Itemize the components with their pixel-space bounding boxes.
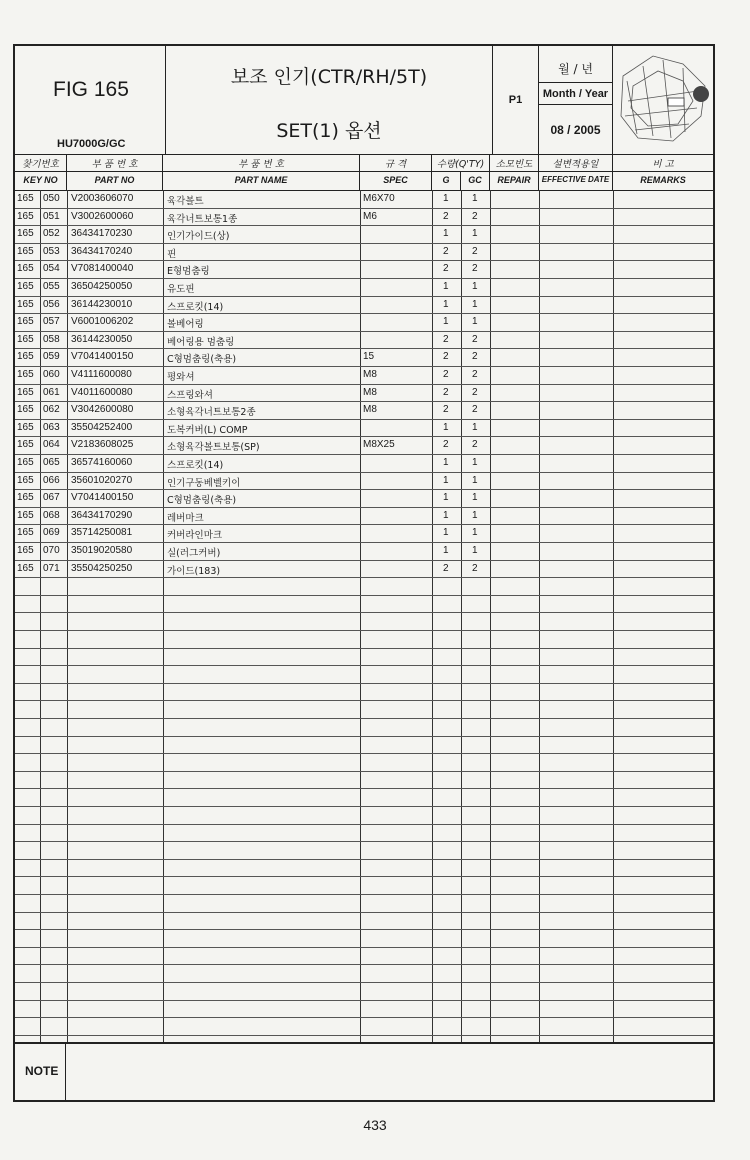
cell-gc: 1 — [472, 492, 478, 504]
cell-name: 소형육각볼트보통(SP) — [167, 442, 260, 454]
machine-illustration — [613, 46, 713, 154]
cell-g: 2 — [443, 369, 449, 380]
cell-name: 볼베어링 — [167, 319, 204, 331]
cell-name: 유도핀 — [167, 284, 195, 295]
cell-part: V4011600080 — [71, 386, 133, 398]
cell-key: 068 — [43, 509, 60, 521]
cell-key: 058 — [43, 333, 60, 345]
row-rule — [15, 683, 713, 684]
row-rule — [15, 612, 713, 613]
cell-name: 스프로킷(14) — [167, 460, 224, 471]
table-row — [15, 260, 713, 278]
parts-list-sheet — [13, 44, 715, 1102]
table-row — [15, 208, 713, 226]
note-section — [15, 1042, 713, 1102]
cell-name: 커버라인마크 — [167, 530, 223, 542]
cell-part: 36574160060 — [71, 457, 133, 468]
cell-spec: M8 — [363, 404, 377, 416]
table-row — [15, 401, 713, 419]
cell-fig: 165 — [17, 474, 34, 486]
cell-fig: 165 — [17, 281, 34, 292]
cell-g: 1 — [443, 193, 449, 204]
cell-name: 레버마크 — [167, 512, 204, 524]
table-row — [15, 419, 713, 437]
cell-key: 050 — [43, 193, 60, 204]
row-rule — [15, 1035, 713, 1036]
title-cell — [166, 46, 493, 154]
cell-fig: 165 — [17, 351, 34, 363]
cell-spec: M8X25 — [363, 439, 395, 451]
cell-part: 35504252400 — [71, 421, 133, 433]
page-label: P1 — [508, 94, 523, 106]
cell-spec: M6 — [363, 210, 377, 222]
cell-key: 069 — [43, 527, 60, 539]
cell-fig: 165 — [17, 527, 34, 539]
cell-g: 2 — [443, 245, 449, 257]
cell-g: 2 — [443, 210, 449, 222]
cell-gc: 2 — [472, 439, 478, 451]
cell-name: 핀 — [167, 248, 177, 260]
date-value: 08 / 2005 — [550, 123, 601, 137]
cell-fig: 165 — [17, 298, 34, 310]
title-line-2: SET(1) 옵션 — [276, 120, 382, 142]
cell-name: 소형육각너트보통2종 — [167, 407, 256, 419]
col-qty: 수량(Q'TY) G GC — [432, 154, 490, 190]
cell-spec: 15 — [363, 351, 375, 363]
cell-name: 실(러그커버) — [167, 548, 221, 559]
cell-part: V7041400150 — [71, 492, 134, 504]
cell-part: V2183608025 — [71, 439, 134, 451]
cell-key: 052 — [43, 228, 60, 240]
table-row — [15, 542, 713, 560]
table-row — [15, 190, 713, 208]
cell-fig: 165 — [17, 562, 34, 574]
row-rule — [15, 806, 713, 807]
cell-spec: M6X70 — [363, 193, 395, 204]
cell-fig: 165 — [17, 404, 34, 416]
cell-g: 1 — [443, 457, 449, 468]
cell-name: 가이드(183) — [167, 565, 221, 577]
cell-gc: 2 — [472, 404, 478, 416]
table-row — [15, 507, 713, 525]
figure-number: FIG 165 — [53, 78, 129, 101]
date-divider — [539, 104, 612, 105]
row-rule — [15, 1017, 713, 1018]
cell-g: 1 — [443, 492, 449, 504]
cell-name: C형멈춤링(축용) — [167, 354, 237, 366]
cell-part: 36434170290 — [71, 509, 133, 521]
cell-gc: 2 — [472, 369, 478, 380]
harvester-icon — [613, 46, 713, 154]
cell-fig: 165 — [17, 492, 34, 504]
table-row — [15, 296, 713, 314]
cell-gc: 1 — [472, 509, 478, 521]
cell-gc: 1 — [472, 316, 478, 328]
cell-key: 071 — [43, 562, 60, 574]
row-rule — [15, 630, 713, 631]
row-rule — [15, 982, 713, 983]
cell-gc: 1 — [472, 457, 478, 468]
cell-key: 057 — [43, 316, 60, 328]
date-label-kr: 월 / 년 — [558, 62, 593, 76]
row-rule — [15, 700, 713, 701]
cell-gc: 1 — [472, 527, 478, 539]
column-header — [15, 154, 713, 191]
cell-name: E형멈춤링 — [167, 266, 210, 278]
cell-g: 1 — [443, 421, 449, 433]
cell-fig: 165 — [17, 193, 34, 204]
cell-fig: 165 — [17, 386, 34, 398]
cell-part: 36144230050 — [71, 333, 133, 345]
row-rule — [15, 788, 713, 789]
row-rule — [15, 1000, 713, 1001]
cell-part: 35714250081 — [71, 527, 133, 539]
cell-key: 070 — [43, 545, 60, 556]
row-rule — [15, 841, 713, 842]
cell-fig: 165 — [17, 421, 34, 433]
row-rule — [15, 912, 713, 913]
cell-key: 060 — [43, 369, 60, 380]
row-rule — [15, 753, 713, 754]
cell-part: 35504250250 — [71, 562, 133, 574]
cell-gc: 1 — [472, 421, 478, 433]
table-row — [15, 243, 713, 261]
cell-gc: 2 — [472, 245, 478, 257]
model-name: HU7000G/GC — [57, 138, 126, 150]
cell-fig: 165 — [17, 263, 34, 275]
page-cell — [493, 46, 539, 154]
table-row — [15, 489, 713, 507]
col-effective-date: 설변적용일 EFFECTIVE DATE — [539, 154, 613, 190]
cell-name: 도복커버(L) COMP — [167, 424, 248, 436]
figure-cell — [15, 46, 166, 154]
cell-fig: 165 — [17, 210, 34, 222]
cell-g: 1 — [443, 545, 449, 556]
row-rule — [15, 964, 713, 965]
col-spec: 규 격 SPEC — [360, 154, 432, 190]
cell-g: 2 — [443, 404, 449, 416]
date-label-en: Month / Year — [542, 88, 609, 100]
cell-fig: 165 — [17, 245, 34, 257]
cell-part: V3042600080 — [71, 404, 134, 416]
cell-key: 066 — [43, 474, 60, 486]
row-rule — [15, 894, 713, 895]
cell-part: 36504250050 — [71, 281, 133, 292]
cell-part: V7081400040 — [71, 263, 134, 275]
cell-g: 1 — [443, 316, 449, 328]
col-part-no: 부 품 번 호 PART NO — [67, 154, 163, 190]
cell-g: 2 — [443, 351, 449, 363]
cell-fig: 165 — [17, 369, 34, 380]
row-rule — [15, 577, 713, 578]
table-row — [15, 524, 713, 542]
table-row — [15, 225, 713, 243]
row-rule — [15, 595, 713, 596]
cell-gc: 1 — [472, 545, 478, 556]
cell-key: 064 — [43, 439, 60, 451]
cell-gc: 1 — [472, 228, 478, 240]
table-row — [15, 384, 713, 402]
cell-part: V3002600060 — [71, 210, 134, 222]
row-rule — [15, 771, 713, 772]
cell-gc: 2 — [472, 386, 478, 398]
cell-gc: 1 — [472, 298, 478, 310]
cell-fig: 165 — [17, 228, 34, 240]
title-line-1: 보조 인기(CTR/RH/5T) — [230, 66, 428, 88]
row-rule — [15, 876, 713, 877]
cell-part: V6001006202 — [71, 316, 134, 328]
cell-gc: 1 — [472, 193, 478, 204]
cell-name: 육각볼트 — [167, 196, 204, 207]
cell-gc: 2 — [472, 263, 478, 275]
col-repair: 소모빈도 REPAIR — [490, 154, 539, 190]
table-row — [15, 348, 713, 366]
cell-gc: 2 — [472, 562, 478, 574]
cell-key: 061 — [43, 386, 60, 398]
cell-fig: 165 — [17, 333, 34, 345]
table-row — [15, 366, 713, 384]
note-label: NOTE — [25, 1064, 59, 1078]
col-remarks: 비 고 REMARKS — [613, 154, 713, 190]
cell-key: 054 — [43, 263, 60, 275]
cell-key: 067 — [43, 492, 60, 504]
cell-key: 051 — [43, 210, 60, 222]
cell-part: 35019020580 — [71, 545, 133, 556]
cell-key: 055 — [43, 281, 60, 292]
cell-spec: M8 — [363, 386, 377, 398]
table-row — [15, 436, 713, 454]
cell-g: 2 — [443, 333, 449, 345]
cell-key: 065 — [43, 457, 60, 468]
cell-name: 인기가이드(상) — [167, 231, 230, 243]
cell-key: 056 — [43, 298, 60, 310]
sheet-header — [15, 46, 713, 155]
cell-part: V7041400150 — [71, 351, 134, 363]
cell-gc: 1 — [472, 281, 478, 292]
cell-name: 베어링용 멈춤링 — [167, 336, 235, 348]
cell-name: 육각너트보통1종 — [167, 213, 238, 225]
table-row — [15, 454, 713, 472]
cell-gc: 2 — [472, 333, 478, 345]
row-rule — [15, 665, 713, 666]
table-row — [15, 278, 713, 296]
cell-name: 인기구동베벨키이 — [167, 477, 241, 489]
row-rule — [15, 859, 713, 860]
table-row — [15, 560, 713, 578]
cell-part: V2003606070 — [71, 193, 134, 204]
cell-name: 스프로킷(14) — [167, 301, 224, 313]
cell-fig: 165 — [17, 545, 34, 556]
cell-fig: 165 — [17, 439, 34, 451]
cell-part: 35601020270 — [71, 474, 133, 486]
row-rule — [15, 824, 713, 825]
cell-key: 053 — [43, 245, 60, 257]
date-divider — [539, 82, 612, 83]
cell-part: 36144230010 — [71, 298, 133, 310]
cell-key: 059 — [43, 351, 60, 363]
cell-g: 1 — [443, 298, 449, 310]
cell-g: 2 — [443, 263, 449, 275]
cell-g: 1 — [443, 527, 449, 539]
row-rule — [15, 736, 713, 737]
cell-fig: 165 — [17, 509, 34, 521]
parts-table-body — [15, 190, 713, 1042]
cell-key: 063 — [43, 421, 60, 433]
cell-part: 36434170230 — [71, 228, 133, 240]
cell-fig: 165 — [17, 457, 34, 468]
table-row — [15, 331, 713, 349]
cell-gc: 2 — [472, 210, 478, 222]
page-number: 433 — [363, 1117, 387, 1133]
row-rule — [15, 929, 713, 930]
cell-g: 1 — [443, 509, 449, 521]
cell-g: 1 — [443, 474, 449, 486]
cell-g: 1 — [443, 228, 449, 240]
table-row — [15, 472, 713, 490]
cell-spec: M8 — [363, 369, 377, 380]
cell-gc: 2 — [472, 351, 478, 363]
cell-fig: 165 — [17, 316, 34, 328]
cell-gc: 1 — [472, 474, 478, 486]
date-cell — [539, 46, 613, 154]
cell-name: C형멈춤링(축용) — [167, 495, 237, 507]
row-rule — [15, 648, 713, 649]
cell-part: 36434170240 — [71, 245, 133, 257]
col-part-name: 부 품 번 호 PART NAME — [163, 154, 360, 190]
table-row — [15, 313, 713, 331]
cell-part: V4111600080 — [71, 369, 132, 380]
cell-g: 1 — [443, 281, 449, 292]
cell-key: 062 — [43, 404, 60, 416]
row-rule — [15, 718, 713, 719]
cell-g: 2 — [443, 562, 449, 574]
row-rule — [15, 947, 713, 948]
cell-g: 2 — [443, 386, 449, 398]
cell-name: 평와셔 — [167, 372, 195, 383]
col-key-no: 찾기번호 KEY NO — [15, 154, 67, 190]
cell-name: 스프링와셔 — [167, 389, 213, 401]
cell-g: 2 — [443, 439, 449, 451]
